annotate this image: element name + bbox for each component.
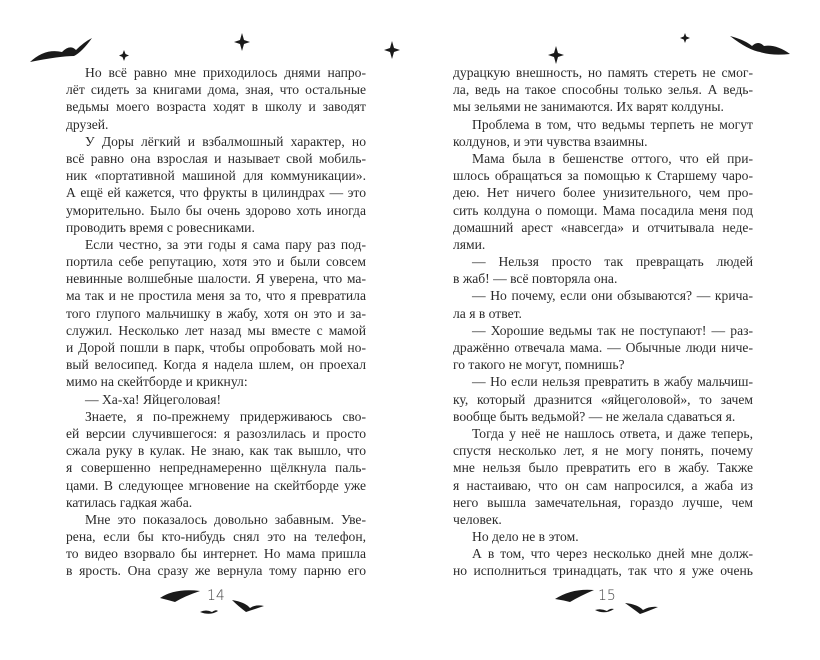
star-icon xyxy=(119,50,129,61)
text-line: катилась гадкая жаба. xyxy=(66,494,193,510)
bat-icon xyxy=(625,603,658,614)
text-line: Но всё равно мне приходилось днями напро- xyxy=(85,65,366,80)
text-line: него вышла замечательная, гораздо лучше, чем xyxy=(453,494,753,510)
text-line: портила себе репутацию, хотя это и были совсем xyxy=(66,254,366,270)
text-line: я совершенно непреднамеренно щёлкнула паль- xyxy=(66,460,366,476)
text-line: рена, если бы кто-нибудь снял это на телефон, xyxy=(66,529,366,545)
bat-icon xyxy=(30,38,92,62)
text-line: служил. Несколько лет назад мы вместе с мамой xyxy=(66,322,366,338)
text-line: того глупого мальчишку в жабу, хотя он это и за- xyxy=(66,305,366,321)
text-line: но исполниться тринадцать, так что я уже очень xyxy=(453,563,753,579)
bat-icon xyxy=(160,590,200,602)
text-line: дурацкую внешность, но память стереть не смог- xyxy=(453,65,753,80)
text-line: У Доры лёгкий и взбалмошный характер, но xyxy=(85,133,366,149)
text-line: я настаиваю, что он сам напросился, а жаба из xyxy=(453,477,753,493)
text-line: домашний арест «навсегда» и отчитывала неде- xyxy=(453,219,753,235)
text-line: человек. xyxy=(453,511,502,527)
bat-icon xyxy=(730,36,790,55)
text-line: Знаете, я по-прежнему придерживаюсь сво- xyxy=(85,408,366,424)
text-line: Если честно, за эти годы я сама пару раз под- xyxy=(85,236,366,252)
text-line: Тогда у неё не нашлось ответа, и даже теперь, xyxy=(472,425,753,441)
star-icon xyxy=(384,41,400,59)
text-line: ла я в ответ. xyxy=(453,305,522,321)
left-page-text xyxy=(66,64,366,580)
star-icon xyxy=(680,33,690,43)
text-line: шлось обращаться за помощью к Старшему чаро- xyxy=(453,168,753,184)
text-line: спустя несколько лет, я не могу понять, почему xyxy=(453,443,753,459)
bat-icon xyxy=(555,590,594,602)
text-line: мимо на скейтборде и крикнул: xyxy=(66,374,248,390)
text-line: друзей. xyxy=(66,116,109,132)
text-line: вый велосипед. Когда я надела шлем, он проехал xyxy=(66,357,366,373)
text-line: ник «портативной машиной для коммуникации». xyxy=(66,168,366,184)
text-line: А ещё ей кажется, что фрукты в цилиндрах — это xyxy=(66,185,366,201)
text-line: всё равно она взрослая и называет свой мобиль- xyxy=(66,150,366,166)
text-line: ла, ведь на такое способны только зелья. А ведь- xyxy=(453,82,753,98)
star-icon xyxy=(234,33,250,51)
text-line: уморительно. Было бы очень здорово хоть иногда xyxy=(66,202,366,218)
text-line: ведьмы моего возраста ходят в школу и заводят xyxy=(66,99,366,115)
text-line: дею. Нет ничего более унизительного, чем про- xyxy=(453,185,753,201)
text-line: мне нельзя было превратить его в жабу. Также xyxy=(453,460,753,476)
text-line: ей версии случившегося: я разозлилась и просто xyxy=(66,425,366,441)
text-line: А в том, что через несколько дней мне долж- xyxy=(472,546,753,562)
text-line: вообще быть ведьмой? — не желала сдаваться я. xyxy=(453,408,736,424)
text-line: — Но если нельзя превратить в жабу мальчиш- xyxy=(472,374,753,390)
bat-icon xyxy=(595,609,614,613)
page-number-right: 15 xyxy=(598,588,616,604)
text-line: — Ха-ха! Яйцеголовая! xyxy=(85,391,222,407)
text-line: цами. В следующее мгновение на скейтборде уже xyxy=(66,477,366,493)
page-number-left: 14 xyxy=(207,588,225,604)
bat-icon xyxy=(200,610,218,614)
text-line: проводить время с ровесниками. xyxy=(66,219,255,235)
text-line: колдунов, и эти чувства взаимны. xyxy=(453,133,648,149)
text-line: Мама была в бешенстве оттого, что ей при- xyxy=(472,150,753,166)
text-line: го такого не могут, помнишь? xyxy=(453,357,625,373)
text-line: и Дорой пошли в парк, чтобы опробовать мой но- xyxy=(66,340,366,355)
right-page-text xyxy=(453,64,753,580)
text-line: — Нельзя просто так превращать людей xyxy=(472,254,753,270)
text-line: мы зельями не занимаются. Их варят колдуны. xyxy=(453,99,724,115)
text-line: ма так и не простила меня за то, что я превратила xyxy=(66,288,366,304)
text-line: в ярость. Она сразу же вернула тому парню его xyxy=(66,563,366,579)
text-line: сжала руку в кулак. Не знаю, как так вышло, что xyxy=(66,443,366,459)
text-line: лёт сидеть за книгами дома, зная, что остальные xyxy=(66,82,366,98)
text-line: то видео взорвало бы интернет. Но мама пришла xyxy=(66,546,366,562)
text-line: лями. xyxy=(453,236,486,252)
text-line: — Но почему, если они обзываются? — крича- xyxy=(472,288,753,304)
text-line: Но дело не в этом. xyxy=(472,529,579,545)
text-line: невинные волшебные шалости. Я уверена, что ма- xyxy=(66,271,366,287)
text-line: Проблема в том, что ведьмы терпеть не могут xyxy=(472,116,753,132)
star-icon xyxy=(548,46,564,64)
text-line: ку, который дразнится «яйцеголовой», то зачем xyxy=(453,391,753,407)
text-line: в жаб! — всё повторяла она. xyxy=(453,271,618,287)
text-line: — Хорошие ведьмы так не поступают! — раз- xyxy=(472,322,753,338)
text-line: сить колдуна о помощи. Мама посадила меня под xyxy=(453,202,753,218)
text-line: Мне это показалось довольно забавным. Уве- xyxy=(85,511,366,527)
text-line: дражённо отвечала мама. — Обычные люди ниче- xyxy=(453,340,753,355)
bat-icon xyxy=(232,600,264,612)
